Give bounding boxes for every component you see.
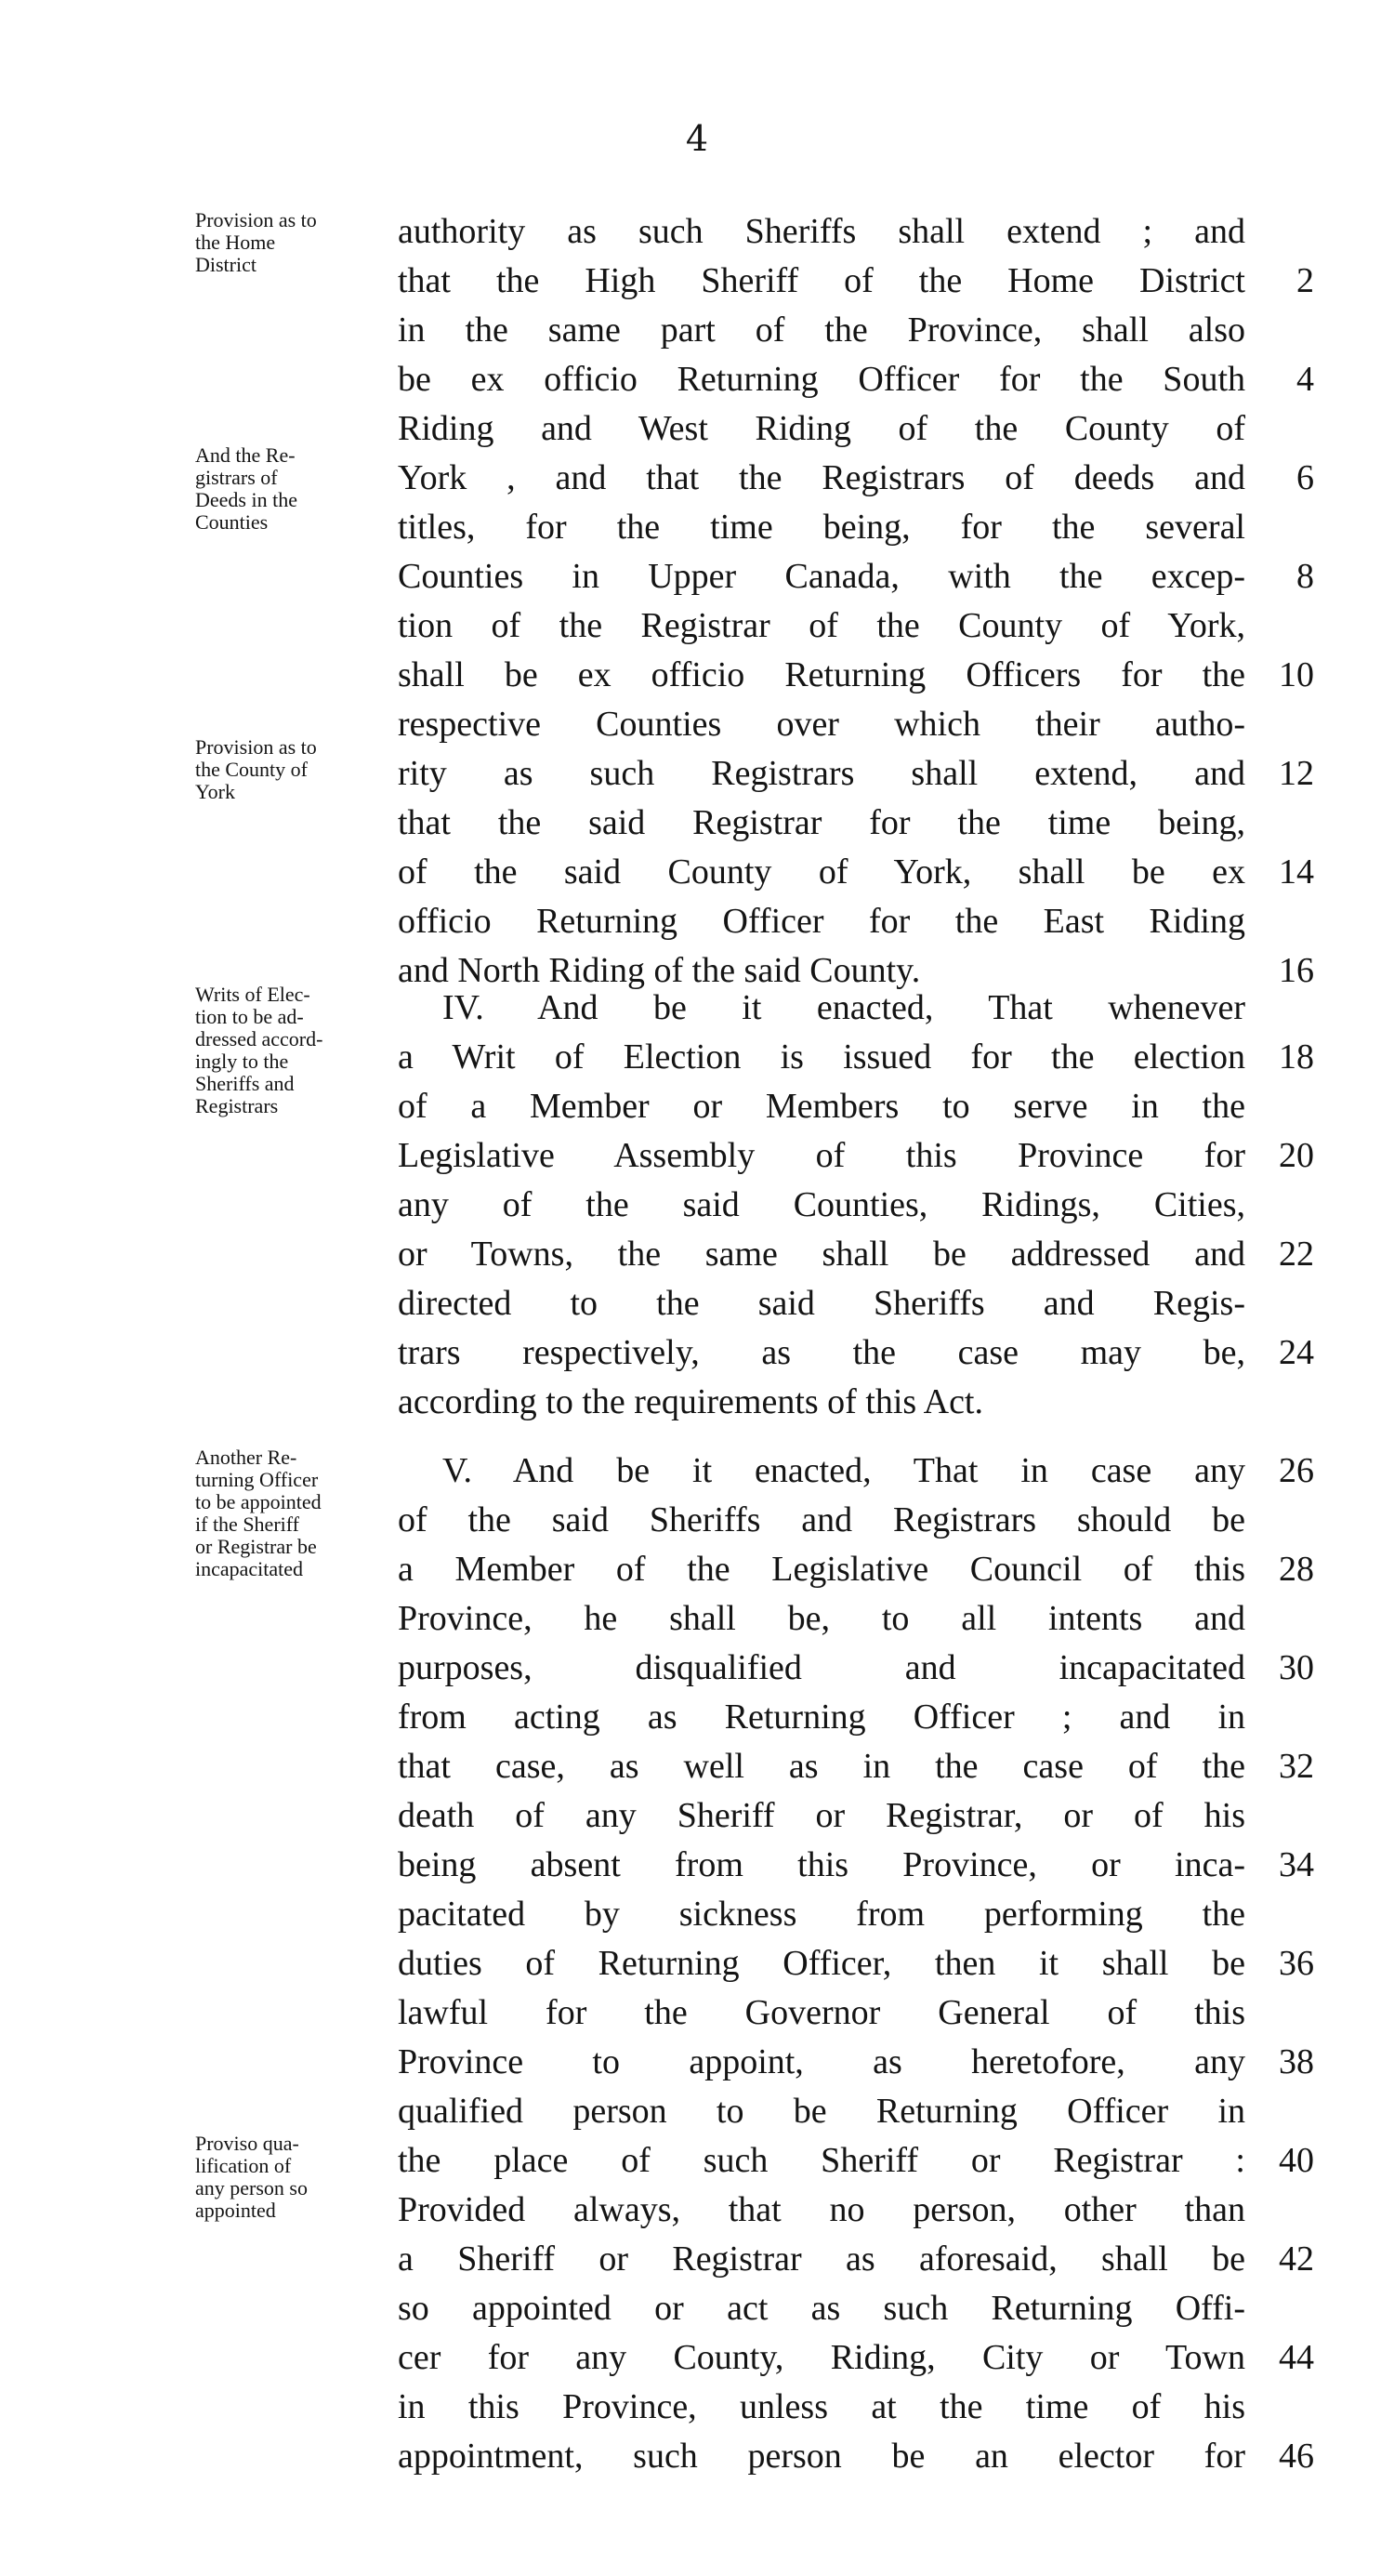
line-number: 34 xyxy=(1279,1845,1314,1884)
line-number: 16 xyxy=(1279,951,1314,990)
text-line: Provided always, that no person, other than xyxy=(398,2190,1245,2229)
line-number: 2 xyxy=(1296,261,1314,300)
text-line: that the said Registrar for the time being, xyxy=(398,803,1245,842)
text-line: from acting as Returning Officer ; and in xyxy=(398,1698,1245,1737)
note-line: And the Re- xyxy=(195,443,296,467)
text-line: and North Riding of the said County. xyxy=(398,951,921,990)
text-line: in the same part of the Province, shall also xyxy=(398,310,1245,350)
text-line: purposes, disqualified and incapacitated xyxy=(398,1648,1245,1687)
text-line: titles, for the time being, for the several xyxy=(398,508,1245,547)
note-line: appointed xyxy=(195,2199,276,2222)
text-line: the place of such Sheriff or Registrar : xyxy=(398,2141,1245,2180)
text-line: Province to appoint, as heretofore, any xyxy=(398,2042,1245,2081)
note-line: Sheriffs and xyxy=(195,1072,295,1095)
note-line: Provision as to xyxy=(195,735,317,759)
line-number: 20 xyxy=(1279,1136,1314,1175)
text-line: any of the said Counties, Ridings, Cities, xyxy=(398,1185,1245,1224)
text-line: of the said Sheriffs and Registrars should be xyxy=(398,1500,1245,1539)
text-line: rity as such Registrars shall extend, and xyxy=(398,754,1245,793)
text-line: shall be ex officio Returning Officers for the xyxy=(398,655,1245,694)
note-line: District xyxy=(195,253,256,276)
line-number: 46 xyxy=(1279,2437,1314,2476)
note-line: Registrars xyxy=(195,1094,279,1117)
text-line: duties of Returning Officer, then it shall be xyxy=(398,1944,1245,1983)
line-number: 8 xyxy=(1296,557,1314,596)
note-line: Writs of Elec- xyxy=(195,983,310,1006)
line-number: 10 xyxy=(1279,655,1314,694)
line-number: 28 xyxy=(1279,1550,1314,1589)
note-line: tion to be ad- xyxy=(195,1005,304,1028)
text-line: being absent from this Province, or inca- xyxy=(398,1845,1245,1884)
text-line: a Member of the Legislative Council of this xyxy=(398,1550,1245,1589)
page-number: 4 xyxy=(685,118,709,159)
line-number: 12 xyxy=(1279,754,1314,793)
text-line: Riding and West Riding of the County of xyxy=(398,409,1245,448)
text-line: respective Counties over which their autho- xyxy=(398,705,1245,744)
line-number: 36 xyxy=(1279,1944,1314,1983)
note-line: any person so xyxy=(195,2176,308,2200)
text-line: a Sheriff or Registrar as aforesaid, shall be xyxy=(398,2239,1245,2279)
text-line: lawful for the Governor General of this xyxy=(398,1993,1245,2032)
note-line: to be appointed xyxy=(195,1490,322,1513)
text-line: Province, he shall be, to all intents and xyxy=(398,1599,1245,1638)
note-line: Deeds in the xyxy=(195,488,297,511)
text-line: of the said County of York, shall be ex xyxy=(398,852,1245,892)
text-line: tion of the Registrar of the County of York, xyxy=(398,606,1245,645)
note-line: if the Sheriff xyxy=(195,1513,300,1536)
note-line: Proviso qua- xyxy=(195,2132,299,2155)
line-number: 40 xyxy=(1279,2141,1314,2180)
text-line: appointment, such person be an elector for xyxy=(398,2437,1245,2476)
note-line: or Registrar be xyxy=(195,1535,317,1558)
text-line: officio Returning Officer for the East Riding xyxy=(398,902,1245,941)
note-line: Another Re- xyxy=(195,1446,297,1469)
note-line: dressed accord- xyxy=(195,1027,323,1050)
note-line: lification of xyxy=(195,2154,292,2177)
text-line: Legislative Assembly of this Province for xyxy=(398,1136,1245,1175)
text-line: of a Member or Members to serve in the xyxy=(398,1087,1245,1126)
line-number: 4 xyxy=(1296,360,1314,399)
line-number: 38 xyxy=(1279,2042,1314,2081)
text-line: cer for any County, Riding, City or Town xyxy=(398,2338,1245,2377)
text-line: a Writ of Election is issued for the election xyxy=(398,1037,1245,1077)
text-line: directed to the said Sheriffs and Regis- xyxy=(398,1284,1245,1323)
text-line: be ex officio Returning Officer for the South xyxy=(398,360,1245,399)
note-line: ingly to the xyxy=(195,1050,289,1073)
text-line: that the High Sheriff of the Home District xyxy=(398,261,1245,300)
text-line: that case, as well as in the case of the xyxy=(398,1747,1245,1786)
note-line: gistrars of xyxy=(195,466,278,489)
line-number: 24 xyxy=(1279,1333,1314,1372)
text-line: so appointed or act as such Returning Offi- xyxy=(398,2289,1245,2328)
note-line: York xyxy=(195,780,236,803)
note-line: the County of xyxy=(195,758,308,781)
line-number: 6 xyxy=(1296,458,1314,497)
text-line: pacitated by sickness from performing the xyxy=(398,1895,1245,1934)
note-line: turning Officer xyxy=(195,1468,319,1491)
note-line: the Home xyxy=(195,231,276,254)
text-line: York , and that the Registrars of deeds and xyxy=(398,458,1245,497)
line-number: 32 xyxy=(1279,1747,1314,1786)
text-line: according to the requirements of this Act. xyxy=(398,1382,983,1421)
text-line: or Towns, the same shall be addressed and xyxy=(398,1235,1245,1274)
text-line: V. And be it enacted, That in case any xyxy=(442,1451,1245,1490)
line-number: 30 xyxy=(1279,1648,1314,1687)
text-line: death of any Sheriff or Registrar, or of his xyxy=(398,1796,1245,1835)
text-line: in this Province, unless at the time of his xyxy=(398,2387,1245,2426)
line-number: 22 xyxy=(1279,1235,1314,1274)
text-line: IV. And be it enacted, That whenever xyxy=(442,988,1245,1027)
line-number: 44 xyxy=(1279,2338,1314,2377)
note-line: Counties xyxy=(195,510,269,534)
line-number: 26 xyxy=(1279,1451,1314,1490)
note-line: Provision as to xyxy=(195,208,317,231)
note-line: incapacitated xyxy=(195,1557,304,1580)
line-number: 42 xyxy=(1279,2239,1314,2279)
text-line: authority as such Sheriffs shall extend ; and xyxy=(398,212,1245,251)
text-line: trars respectively, as the case may be, xyxy=(398,1333,1245,1372)
line-number: 14 xyxy=(1279,852,1314,892)
text-line: Counties in Upper Canada, with the excep- xyxy=(398,557,1245,596)
text-line: qualified person to be Returning Officer in xyxy=(398,2092,1245,2131)
line-number: 18 xyxy=(1279,1037,1314,1077)
